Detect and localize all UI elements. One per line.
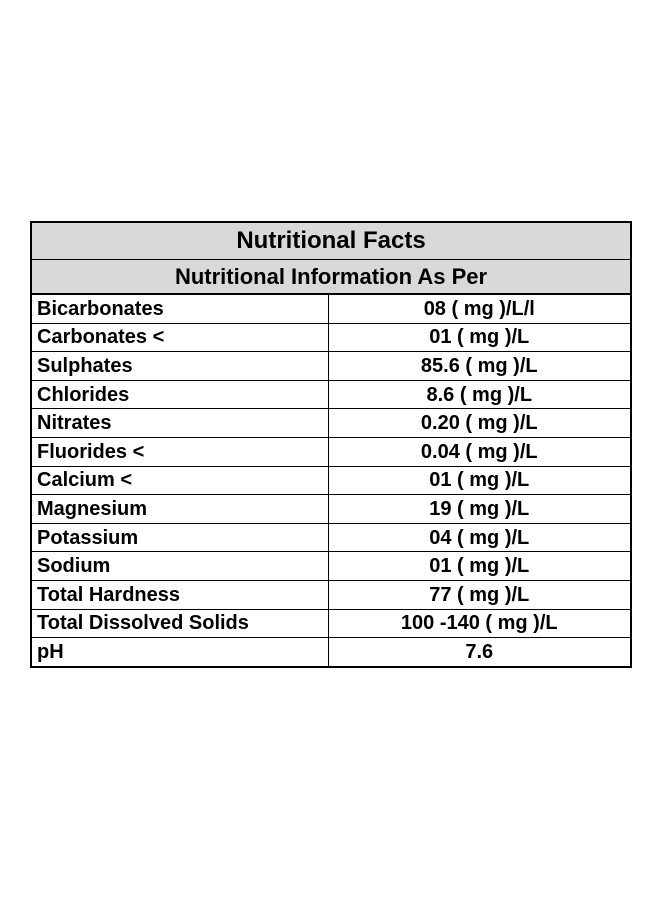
nutrient-name: Magnesium	[31, 495, 328, 524]
nutrient-value: 01 ( mg )/L	[328, 466, 631, 495]
nutrient-name: Carbonates <	[31, 323, 328, 352]
table-row	[31, 609, 631, 638]
table-row	[31, 638, 631, 667]
nutrient-value: 8.6 ( mg )/L	[328, 380, 631, 409]
nutrient-value: 85.6 ( mg )/L	[328, 352, 631, 381]
table-row	[31, 552, 631, 581]
nutrient-value: 08 ( mg )/L/l	[328, 294, 631, 323]
nutrient-value: 01 ( mg )/L	[328, 323, 631, 352]
subtitle-row	[31, 260, 631, 295]
table-row	[31, 580, 631, 609]
nutrient-name: Bicarbonates	[31, 294, 328, 323]
nutrient-value: 04 ( mg )/L	[328, 523, 631, 552]
nutrient-value: 77 ( mg )/L	[328, 580, 631, 609]
table-row	[31, 495, 631, 524]
nutrient-value: 19 ( mg )/L	[328, 495, 631, 524]
title-row	[31, 222, 631, 260]
table-row	[31, 409, 631, 438]
nutrient-name: Chlorides	[31, 380, 328, 409]
nutrient-value: 100 -140 ( mg )/L	[328, 609, 631, 638]
nutrient-name: Sulphates	[31, 352, 328, 381]
table-row	[31, 294, 631, 323]
nutritional-facts-table	[30, 221, 632, 668]
nutrient-value: 7.6	[328, 638, 631, 667]
table-row	[31, 466, 631, 495]
table-row	[31, 437, 631, 466]
nutrient-value: 0.04 ( mg )/L	[328, 437, 631, 466]
table-row	[31, 380, 631, 409]
table-row	[31, 352, 631, 381]
nutrient-name: Potassium	[31, 523, 328, 552]
table-row	[31, 323, 631, 352]
nutrient-name: Total Hardness	[31, 580, 328, 609]
nutrient-name: Sodium	[31, 552, 328, 581]
nutrient-name: Fluorides <	[31, 437, 328, 466]
nutrient-name: pH	[31, 638, 328, 667]
table-title: Nutritional Facts	[31, 222, 631, 260]
nutrient-value: 0.20 ( mg )/L	[328, 409, 631, 438]
table-subtitle: Nutritional Information As Per	[31, 260, 631, 295]
nutrient-name: Nitrates	[31, 409, 328, 438]
nutrient-name: Total Dissolved Solids	[31, 609, 328, 638]
table-body	[31, 294, 631, 667]
nutrient-name: Calcium <	[31, 466, 328, 495]
nutrient-value: 01 ( mg )/L	[328, 552, 631, 581]
table-row	[31, 523, 631, 552]
